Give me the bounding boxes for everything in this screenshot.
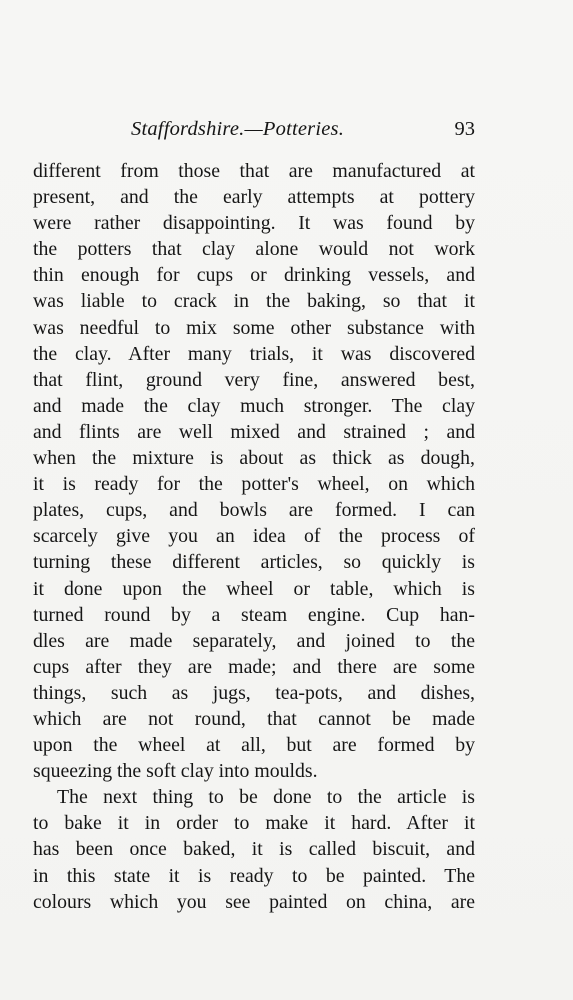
text-line: dles are made separately, and joined to the <box>33 629 475 652</box>
text-line: colours which you see painted on china, are <box>33 890 475 913</box>
text-line: in this state it is ready to be painted. The <box>33 864 475 887</box>
text-line: the clay. After many trials, it was discovered <box>33 342 475 365</box>
text-line: thin enough for cups or drinking vessels, and <box>33 264 475 287</box>
text-line: was needful to mix some other substance with <box>33 316 475 339</box>
text-line: were rather disappointing. It was found by <box>33 212 475 235</box>
text-line: different from those that are manufactured at <box>33 160 475 182</box>
text-line: has been once baked, it is called biscuit, and <box>33 838 475 861</box>
text-line: cups after they are made; and there are some <box>33 655 475 678</box>
text-line: it is ready for the potter's wheel, on which <box>33 473 475 496</box>
body-text <box>33 158 475 915</box>
text-line: it done upon the wheel or table, which is <box>33 577 475 600</box>
text-line: and flints are well mixed and strained ; and <box>33 420 475 443</box>
text-line: turning these different articles, so quickly is <box>33 551 475 574</box>
text-line: squeezing the soft clay into moulds. <box>33 760 318 783</box>
text-line: that flint, ground very fine, answered best, <box>33 368 475 391</box>
running-head <box>33 118 475 146</box>
text-line: and made the clay much stronger. The clay <box>33 394 475 417</box>
text-line: which are not round, that cannot be made <box>33 707 475 730</box>
text-line: plates, cups, and bowls are formed. I can <box>33 499 475 522</box>
text-line: scarcely give you an idea of the process of <box>33 525 475 548</box>
text-line: upon the wheel at all, but are formed by <box>33 734 475 757</box>
text-line: turned round by a steam engine. Cup han- <box>33 603 475 626</box>
text-line: The next thing to be done to the article is <box>57 786 475 809</box>
text-line: to bake it in order to make it hard. After it <box>33 812 475 835</box>
running-title: Staffordshire.—Potteries. <box>131 118 345 140</box>
text-line: when the mixture is about as thick as dough, <box>33 447 475 470</box>
page-number: 93 <box>454 118 475 140</box>
text-line: things, such as jugs, tea-pots, and dishes, <box>33 681 475 704</box>
text-line: was liable to crack in the baking, so that it <box>33 290 475 313</box>
text-line: the potters that clay alone would not work <box>33 238 475 261</box>
text-line: present, and the early attempts at pottery <box>33 186 475 209</box>
